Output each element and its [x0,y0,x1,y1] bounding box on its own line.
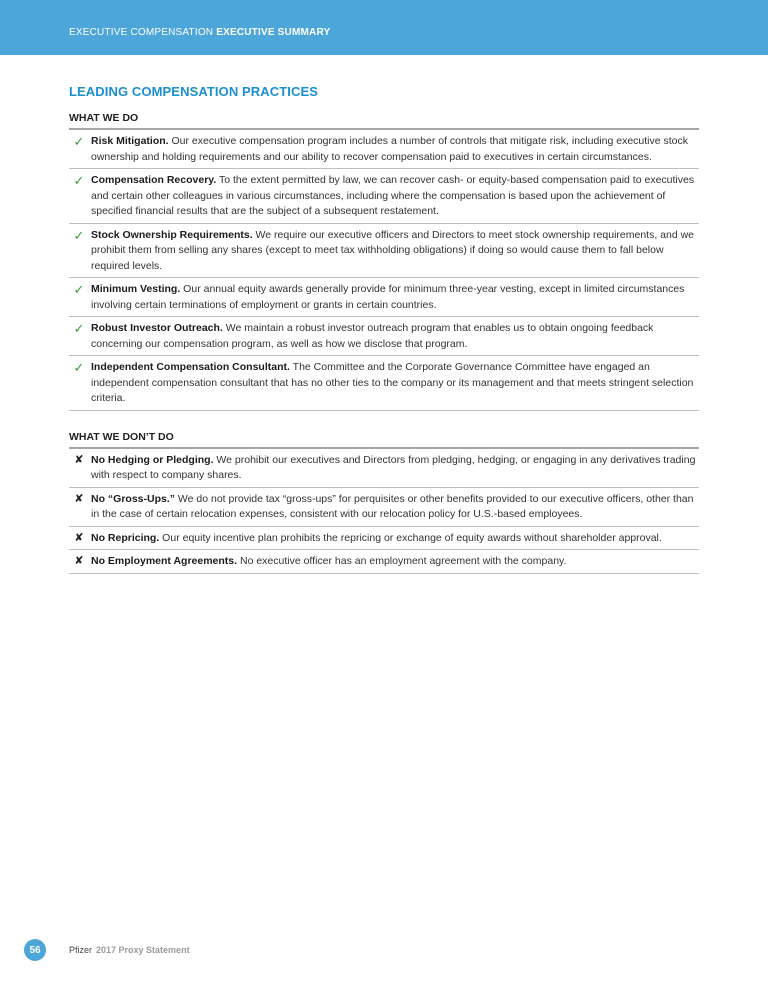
header-band [0,0,768,55]
page-title: LEADING COMPENSATION PRACTICES [69,84,319,99]
list-item [69,130,699,169]
item-lead: Risk Mitigation. [91,135,169,147]
list-item [69,488,699,527]
cross-icon: ✘ [74,531,84,544]
what-we-dont-do-list [69,449,699,574]
item-text: We do not provide tax “gross-ups” for perquisites or other benefits provided to our executive officers, other than in the case of certain relocation expenses, consistent with our relocation policy for U.S.-based employees. [91,492,694,520]
check-icon: ✓ [73,360,85,375]
what-we-do-heading: WHAT WE DO [69,112,699,130]
list-item [69,317,699,356]
list-item [69,224,699,279]
item-lead: No Employment Agreements. [91,555,238,567]
cross-icon: ✘ [74,555,84,567]
page-footer [24,938,190,962]
header-subsection: EXECUTIVE SUMMARY [216,27,331,38]
item-text: To the extent permitted by law, we can recover cash- or equity-based compensation paid to executives and certain other colleagues in various circumstances, including where the compensation is based upon the achievement of specified financial results that are the subject of a subsequent restatement. [91,174,695,217]
item-text: We prohibit our executives and Directors from pledging, hedging, or engaging in any derivatives trading with respect to company shares. [91,453,696,481]
check-icon: ✓ [73,173,85,188]
running-header [69,27,330,38]
list-item [69,356,699,411]
item-lead: Minimum Vesting. [91,283,181,295]
cross-icon: ✘ [74,453,84,466]
footer-company: Pfizer [69,945,93,955]
item-text: We require our executive officers and Directors to meet stock ownership requirements, and we prohibit them from selling any shares (except to meet tax withholding obligations) if doing so would cause them to fall below required levels. [91,228,695,272]
item-lead: Robust Investor Outreach. [91,322,223,334]
item-text: Our executive compensation program includes a number of controls that mitigate risk, including executive stock ownership and holding requirements and our ability to recover compensation paid to executives in certain circumstances. [91,135,689,163]
section-spacer [69,411,699,431]
item-text: Our annual equity awards generally provide for minimum three-year vesting, except in limited circumstances involving certain terminations of employment or grants in certain countries. [91,283,685,311]
header-section: EXECUTIVE COMPENSATION [69,27,214,38]
item-lead: Compensation Recovery. [91,174,217,186]
item-text: Our equity incentive plan prohibits the repricing or exchange of equity awards without shareholder approval. [159,531,662,544]
item-lead: Stock Ownership Requirements. [91,228,253,241]
list-item [69,550,699,574]
cross-icon: ✘ [74,492,84,505]
check-icon: ✓ [73,321,85,336]
item-lead: No Hedging or Pledging. [91,453,214,466]
item-lead: No Repricing. [91,531,160,544]
item-text: We maintain a robust investor outreach program that enables us to obtain ongoing feedback concerning our compensation program, as well as how we disclose that program. [91,322,654,350]
list-item [69,449,699,488]
check-icon: ✓ [73,134,85,149]
item-lead: No “Gross-Ups.” [91,492,176,505]
list-item [69,278,699,317]
what-we-dont-do-heading: WHAT WE DON’T DO [69,431,699,449]
list-item [69,169,699,224]
main-content [69,84,699,574]
item-lead: Independent Compensation Consultant. [91,361,290,373]
check-icon: ✓ [73,227,85,243]
page-number-badge: 56 [24,939,46,961]
footer-document-title: 2017 Proxy Statement [96,945,190,955]
what-we-do-list [69,130,699,411]
item-text: The Committee and the Corporate Governance Committee have engaged an independent compensation consultant that has no other ties to the company or its management and that meets stringent selection criteria. [91,361,694,404]
item-text: No executive officer has an employment agreement with the company. [237,555,567,567]
check-icon: ✓ [73,282,85,297]
list-item [69,527,699,551]
